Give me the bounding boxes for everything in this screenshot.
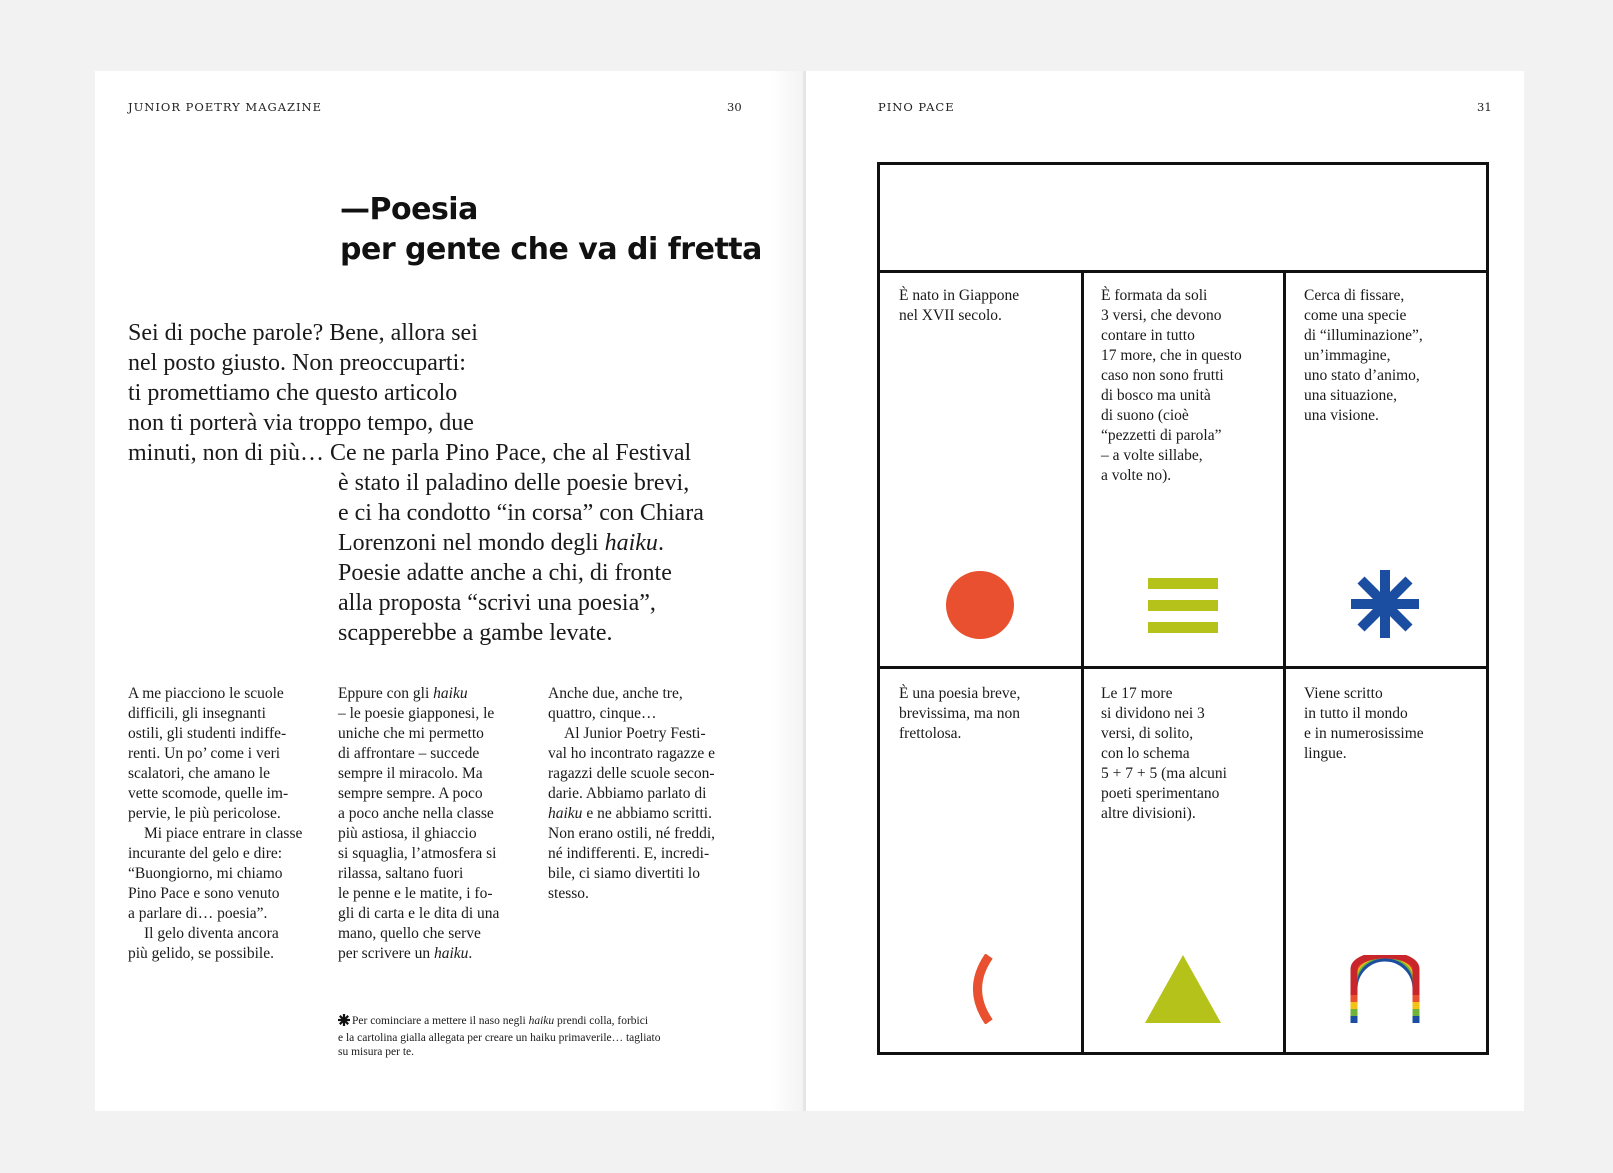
column-line: “Buongiorno, mi chiamo [128, 865, 283, 882]
column-line: quattro, cinque… [548, 705, 657, 722]
asterisk-icon [338, 1014, 352, 1031]
intro-paragraph-continued [338, 468, 704, 648]
intro-line: Poesie adatte anche a chi, di fronte [338, 560, 672, 586]
grid-cell-6-text: Viene scritto in tutto il mondo e in numerosissime lingue. [1304, 685, 1424, 762]
column-line: si squaglia, l’atmosfera si [338, 845, 497, 862]
red-circle-icon [945, 570, 1015, 644]
column-line: renti. Un po’ come i veri [128, 745, 281, 762]
column-line: Anche due, anche tre, [548, 685, 683, 702]
column-line: difficili, gli insegnanti [128, 705, 266, 722]
intro-line: è stato il paladino delle poesie brevi, [338, 470, 690, 496]
column-line: mano, quello che serve [338, 925, 481, 942]
intro-line: scapperebbe a gambe levate. [338, 620, 613, 646]
grid-border-left [877, 162, 880, 1055]
column-line: ostili, gli studenti indiffe- [128, 725, 287, 742]
intro-paragraph [128, 318, 691, 468]
grid-border-right [1486, 162, 1489, 1055]
column-line: pervie, le più pericolose. [128, 805, 281, 822]
gutter-shadow [770, 71, 806, 1111]
body-column-1 [128, 684, 328, 964]
column-line: più astiosa, il ghiaccio [338, 825, 477, 842]
column-line: A me piacciono le scuole [128, 685, 284, 702]
column-line: Il gelo diventa ancora [144, 925, 279, 942]
column-line: più gelido, se possibile. [128, 945, 274, 962]
intro-line: non ti porterà via troppo tempo, due [128, 410, 474, 436]
column-line: bile, ci siamo divertiti lo [548, 865, 700, 882]
column-line: a poco anche nella classe [338, 805, 494, 822]
grid-cell-2-text: È formata da soli 3 versi, che devono contare in tutto 17 more, che in questo caso non sono frutti di bosco ma unità di suono (cioè “pezzetti di parola” – a volte sillabe, a volte no). [1101, 287, 1242, 484]
column-line: – le poesie giapponesi, le [338, 705, 495, 722]
column-line: haiku e ne abbiamo scritti. [548, 805, 712, 822]
grid-divider-vertical [1283, 270, 1286, 1055]
column-line: gli di carta e le dita di una [338, 905, 500, 922]
grid-divider-vertical [1081, 270, 1084, 1055]
title-line: per gente che va di fretta [340, 232, 762, 267]
intro-line: Sei di poche parole? Bene, allora sei [128, 320, 478, 346]
column-line: sempre sempre. A poco [338, 785, 483, 802]
column-line: Mi piace entrare in classe [144, 825, 303, 842]
title-line: —Poesia [340, 192, 478, 227]
grid-cell-4-text: È una poesia breve, brevissima, ma non frettolosa. [899, 685, 1021, 742]
column-line: ragazzi delle scuole secon- [548, 765, 715, 782]
column-line: Eppure con gli haiku [338, 685, 468, 702]
column-line: scalatori, che amano le [128, 765, 271, 782]
column-line: vette scomode, quelle im- [128, 785, 289, 802]
running-head-right: PINO PACE [878, 100, 955, 114]
column-line: sempre il miracolo. Ma [338, 765, 483, 782]
column-line: Non erano ostili, né freddi, [548, 825, 716, 842]
column-line: a parlare di… poesia”. [128, 905, 268, 922]
column-line: di affrontare – succede [338, 745, 480, 762]
green-triangle-icon [1145, 955, 1221, 1027]
body-column-2 [338, 684, 538, 964]
footnote [338, 1014, 718, 1060]
footnote-line: e la cartolina gialla allegata per creare un haiku primaverile… tagliato [338, 1031, 661, 1044]
column-line: per scrivere un haiku. [338, 945, 473, 962]
page-number-left: 30 [727, 100, 742, 114]
grid-divider-horizontal [877, 666, 1489, 669]
grid-border-bottom [877, 1052, 1489, 1055]
intro-line: e ci ha condotto “in corsa” con Chiara [338, 500, 704, 526]
footnote-line: Per cominciare a mettere il naso negli haiku prendi colla, forbici [338, 1014, 718, 1031]
column-line: incurante del gelo e dire: [128, 845, 283, 862]
grid-cell-1-text: È nato in Giappone nel XVII secolo. [899, 287, 1020, 324]
running-head-left: JUNIOR POETRY MAGAZINE [128, 100, 322, 114]
grid-border-top [877, 162, 1489, 165]
intro-line: ti promettiamo che questo articolo [128, 380, 458, 406]
blue-asterisk-icon [1350, 569, 1420, 643]
article-title [340, 190, 760, 270]
grid-cell-5-text: Le 17 more si dividono nei 3 versi, di solito, con lo schema 5 + 7 + 5 (ma alcuni poeti sperimentano altre divisioni). [1101, 685, 1227, 822]
column-line: Pino Pace e sono venuto [128, 885, 280, 902]
column-line: rilassa, saltano fuori [338, 865, 464, 882]
grid-divider-horizontal [877, 270, 1489, 273]
column-line: le penne e le matite, i fo- [338, 885, 493, 902]
intro-line: minuti, non di più… Ce ne parla Pino Pace, che al Festival [128, 440, 692, 466]
column-line: stesso. [548, 885, 589, 902]
column-line: Al Junior Poetry Festi- [564, 725, 706, 742]
grid-cell-3-text: Cerca di fissare, come una specie di “illuminazione”, un’immagine, uno stato d’animo, una situazione, una visione. [1304, 287, 1423, 424]
intro-line: nel posto giusto. Non preoccuparti: [128, 350, 466, 376]
column-line: val ho incontrato ragazze e [548, 745, 715, 762]
page-number-right: 31 [1477, 100, 1492, 114]
column-line: darie. Abbiamo parlato di [548, 785, 707, 802]
body-column-3 [548, 684, 748, 904]
rainbow-icon [1350, 955, 1420, 1027]
three-bars-icon [1148, 578, 1218, 638]
column-line: uniche che mi permetto [338, 725, 484, 742]
red-parenthesis-icon [964, 954, 994, 1028]
footnote-line: su misura per te. [338, 1046, 415, 1058]
intro-line: alla proposta “scrivi una poesia”, [338, 590, 656, 616]
column-line: né indifferenti. E, incredi- [548, 845, 710, 862]
intro-line: Lorenzoni nel mondo degli haiku. [338, 530, 664, 556]
